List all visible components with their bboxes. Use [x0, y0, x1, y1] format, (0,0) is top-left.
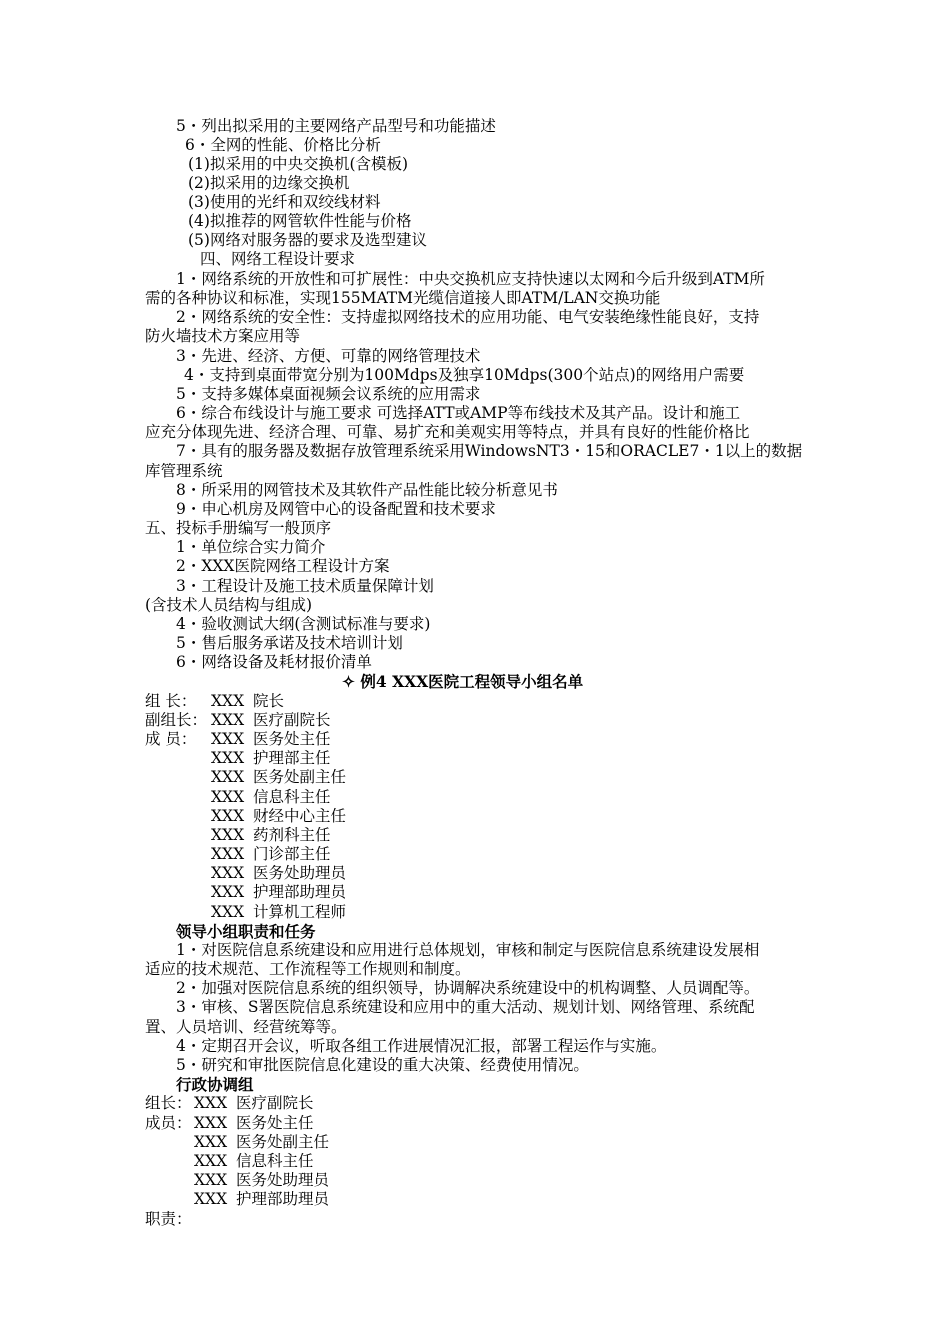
leader-title: 医疗副院长 [253, 711, 331, 729]
list-item: (5)网络对服务器的要求及选型建议 [188, 231, 427, 249]
paragraph-line: 库管理系统 [145, 462, 223, 480]
list-item: 5・售后服务承诺及技术培训计划 [176, 634, 403, 652]
leader-name: XXX [211, 768, 245, 786]
member-role: 组长： [145, 1094, 192, 1112]
leader-name: XXX [211, 788, 245, 806]
leader-title: 药剂科主任 [253, 826, 331, 844]
list-item: (1)拟采用的中央交换机(含模板) [188, 155, 409, 173]
paragraph-line: 2・网络系统的安全性：支持虚拟网络技术的应用功能、电气安装绝缘性能良好，支持 [176, 308, 760, 326]
leader-title: 信息科主任 [253, 788, 331, 806]
member-title: 医务处助理员 [236, 1171, 330, 1189]
paragraph-line: 6・综合布线设计与施工要求 可选择ATT或AMP等布线技术及其产品。设计和施工 [176, 404, 741, 422]
leader-name: XXX [211, 692, 245, 710]
paragraph-line: 5・支持多媒体桌面视频会议系统的应用需求 [176, 385, 481, 403]
list-item: 5・列出拟采用的主要网络产品型号和功能描述 [176, 117, 496, 135]
section-heading: 行政协调组 [176, 1075, 254, 1094]
paragraph-line: 应充分体现先进、经济合理、可靠、易扩充和美观实用等特点，并具有良好的性能价格比 [145, 423, 750, 441]
paragraph-line: 8・所采用的网管技术及其软件产品性能比较分析意见书 [176, 481, 558, 499]
leader-name: XXX [211, 807, 245, 825]
paragraph-line: 置、人员培训、经营统筹等。 [145, 1018, 347, 1036]
member-name: XXX [194, 1133, 228, 1151]
leader-title: 护理部主任 [253, 749, 331, 767]
member-name: XXX [194, 1171, 228, 1189]
leader-name: XXX [211, 730, 245, 748]
member-title: 信息科主任 [236, 1152, 314, 1170]
leader-role: 副组长： [145, 711, 208, 729]
section-heading: 四、网络工程设计要求 [200, 250, 356, 268]
leader-name: XXX [211, 826, 245, 844]
section-heading: 五、投标手册编写一般顶序 [145, 519, 332, 537]
paragraph-line: 3・先进、经济、方便、可靠的网络管理技术 [176, 347, 481, 365]
member-name: XXX [194, 1152, 228, 1170]
list-item: (4)拟推荐的网管软件性能与价格 [188, 212, 412, 230]
list-item: 2・XXX医院网络工程设计方案 [176, 557, 390, 575]
leader-role: 组 长： [145, 692, 197, 710]
member-title: 医疗副院长 [236, 1094, 314, 1112]
member-name: XXX [194, 1114, 228, 1132]
member-title: 医务处主任 [236, 1114, 314, 1132]
list-item: (含技术人员结构与组成) [145, 596, 313, 614]
paragraph-line: 4・支持到桌面带宽分别为100Mdps及独享10Mdps(300个站点)的网络用户需要 [184, 366, 745, 384]
example-title: ✧ 例4 XXX医院工程领导小组名单 [342, 672, 584, 691]
leader-name: XXX [211, 711, 245, 729]
list-item: 6・网络设备及耗材报价清单 [176, 653, 372, 671]
paragraph-line: 1・对医院信息系统建设和应用进行总体规划，审核和制定与医院信息系统建设发展相 [176, 941, 760, 959]
member-name: XXX [194, 1190, 228, 1208]
paragraph-line: 2・加强对医院信息系统的组织领导，协调解决系统建设中的机构调整、人员调配等。 [176, 979, 760, 997]
duties-label: 职责： [145, 1210, 192, 1228]
leader-title: 财经中心主任 [253, 807, 347, 825]
leader-title: 计算机工程师 [253, 903, 347, 921]
list-item: (3)使用的光纤和双绞线材料 [188, 193, 381, 211]
member-name: XXX [194, 1094, 228, 1112]
leader-title: 医务处副主任 [253, 768, 347, 786]
paragraph-line: 9・申心机房及网管中心的设备配置和技术要求 [176, 500, 496, 518]
leader-name: XXX [211, 883, 245, 901]
member-title: 医务处副主任 [236, 1133, 330, 1151]
leader-title: 医务处主任 [253, 730, 331, 748]
leader-title: 门诊部主任 [253, 845, 331, 863]
list-item: 1・单位综合实力简介 [176, 538, 326, 556]
paragraph-line: 1・网络系统的开放性和可扩展性：中央交换机应支持快速以太网和今后升级到ATM所 [176, 270, 765, 288]
paragraph-line: 3・审核、S署医院信息系统建设和应用中的重大活动、规划计划、网络管理、系统配 [176, 998, 755, 1016]
leader-name: XXX [211, 864, 245, 882]
paragraph-line: 5・研究和审批医院信息化建设的重大决策、经费使用情况。 [176, 1056, 589, 1074]
leader-role: 成 员： [145, 730, 197, 748]
member-title: 护理部助理员 [236, 1190, 330, 1208]
leader-title: 院长 [253, 692, 285, 710]
leader-name: XXX [211, 845, 245, 863]
list-item: 3・工程设计及施工技术质量保障计划 [176, 577, 434, 595]
member-role: 成员： [145, 1114, 192, 1132]
list-item: 6・全网的性能、价格比分析 [185, 136, 381, 154]
section-heading: 领导小组职责和任务 [176, 922, 316, 941]
list-item: (2)拟采用的边缘交换机 [188, 174, 350, 192]
leader-name: XXX [211, 903, 245, 921]
leader-title: 护理部助理员 [253, 883, 347, 901]
paragraph-line: 适应的技术规范、工作流程等工作规则和制度。 [145, 960, 471, 978]
leader-title: 医务处助理员 [253, 864, 347, 882]
leader-name: XXX [211, 749, 245, 767]
paragraph-line: 4・定期召开会议，听取各组工作进展情况汇报，部署工程运作与实施。 [176, 1037, 667, 1055]
paragraph-line: 7・具有的服务器及数据存放管理系统采用WindowsNT3・15和ORACLE7・1以上的数据 [176, 442, 803, 460]
paragraph-line: 需的各种协议和标准，实现155MATM光缆信道接人即ATM/LAN交换功能 [145, 289, 661, 307]
paragraph-line: 防火墙技术方案应用等 [145, 327, 301, 345]
list-item: 4・验收测试大纲(含测试标准与要求) [176, 615, 431, 633]
